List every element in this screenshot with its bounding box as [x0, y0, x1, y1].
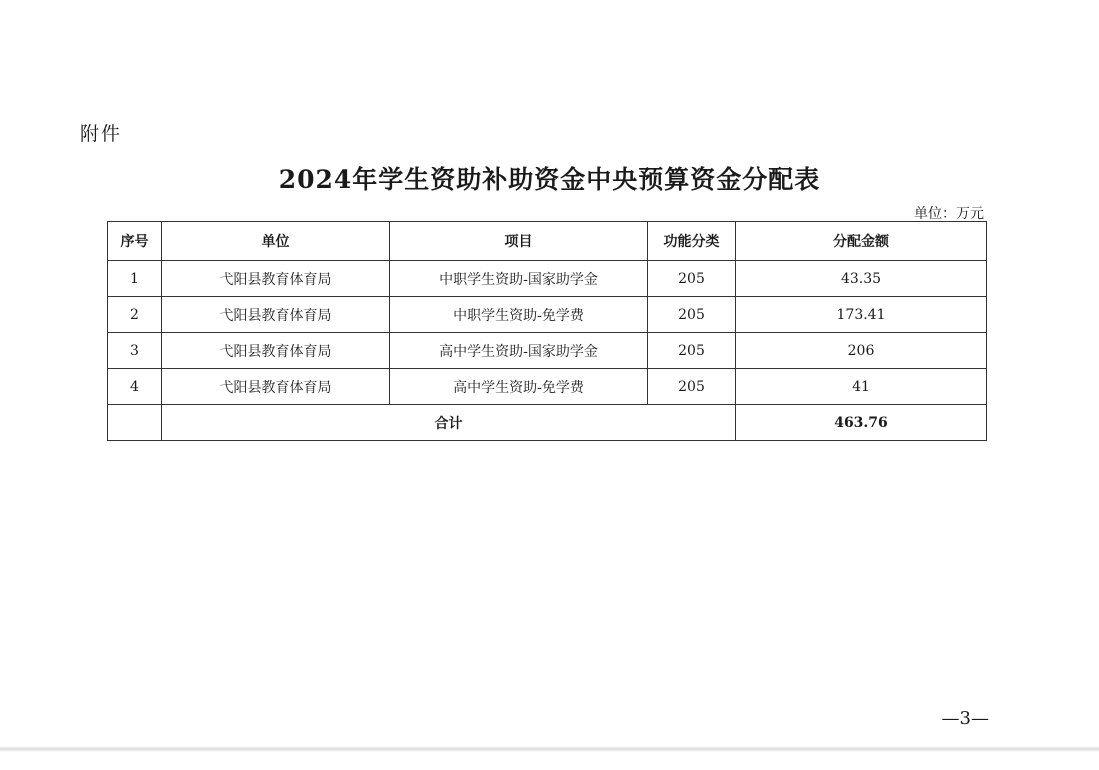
header-unit: 单位	[162, 222, 390, 261]
cell-unit: 弋阳县教育体育局	[162, 333, 390, 369]
total-empty-cell	[108, 405, 162, 441]
cell-amount: 43.35	[736, 261, 987, 297]
cell-item: 中职学生资助-免学费	[390, 297, 648, 333]
total-label: 合计	[162, 405, 736, 441]
page-title: 2024年学生资助补助资金中央预算资金分配表	[278, 165, 821, 194]
total-row	[108, 405, 987, 441]
cell-category: 205	[648, 369, 736, 405]
header-category: 功能分类	[648, 222, 736, 261]
cell-no: 4	[108, 369, 162, 405]
header-amount: 分配金额	[736, 222, 987, 261]
cell-category: 205	[648, 261, 736, 297]
cell-unit: 弋阳县教育体育局	[162, 369, 390, 405]
scan-edge-shadow	[0, 746, 1099, 752]
table-row	[108, 261, 987, 297]
cell-no: 3	[108, 333, 162, 369]
unit-note: 单位：万元	[914, 206, 984, 222]
page-number: —3—	[941, 708, 989, 729]
cell-unit: 弋阳县教育体育局	[162, 297, 390, 333]
table-row	[108, 333, 987, 369]
total-amount: 463.76	[736, 405, 987, 441]
header-no: 序号	[108, 222, 162, 261]
attachment-label: 附件	[80, 123, 123, 145]
cell-item: 高中学生资助-国家助学金	[390, 333, 648, 369]
table-row	[108, 369, 987, 405]
table-header-row	[108, 222, 987, 261]
cell-no: 2	[108, 297, 162, 333]
cell-item: 高中学生资助-免学费	[390, 369, 648, 405]
cell-item: 中职学生资助-国家助学金	[390, 261, 648, 297]
table-row	[108, 297, 987, 333]
allocation-table	[107, 221, 987, 441]
cell-amount: 41	[736, 369, 987, 405]
header-item: 项目	[390, 222, 648, 261]
cell-unit: 弋阳县教育体育局	[162, 261, 390, 297]
cell-category: 205	[648, 333, 736, 369]
cell-amount: 173.41	[736, 297, 987, 333]
cell-category: 205	[648, 297, 736, 333]
cell-amount: 206	[736, 333, 987, 369]
cell-no: 1	[108, 261, 162, 297]
